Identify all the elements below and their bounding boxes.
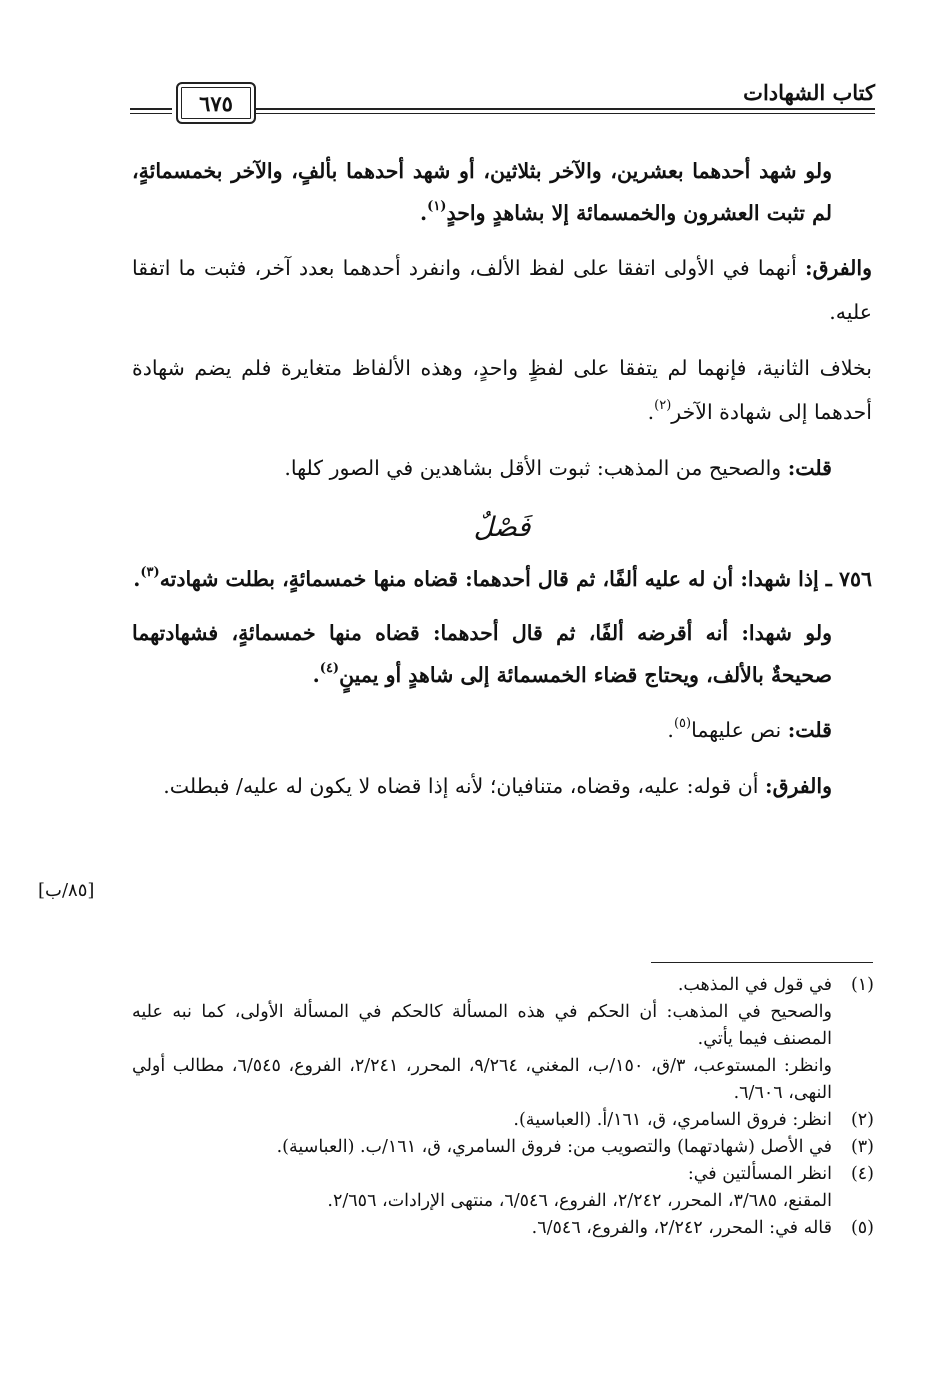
- footnote-1-line-3: وانظر: المستوعب، ٣/ق، ١٥٠/ب، المغني، ٩/٢٦٤، المحرر، ٢/٢٤١، الفروع، ٦/٥٤٥، مطالب أولي النهى، ٦/٦٠٦.: [132, 1056, 832, 1103]
- footnote-ref-3[interactable]: (٣): [140, 565, 160, 580]
- footnote-4: [132, 1161, 874, 1188]
- footnote-1: [132, 972, 874, 999]
- footnote-ref-4[interactable]: (٤): [319, 661, 340, 676]
- footnote-line: في الأصل (شهادتهما) والتصويب من: فروق السامري، ق، ١٦١/ب. (العباسية).: [276, 1137, 832, 1157]
- footnote-number: (٥): [850, 1218, 874, 1238]
- footnote-number: (١): [850, 975, 874, 995]
- footnote-separator: [651, 962, 873, 963]
- m3-text: نص عليهما: [691, 718, 782, 742]
- p3-end: .: [647, 400, 655, 424]
- paragraph-4: [132, 446, 872, 490]
- paragraph-3: [132, 346, 872, 434]
- footnote-1-line-2: والصحيح في المذهب: أن الحكم في هذه المسألة كالحكم في المسألة الأولى، كما نبه عليه المصنف فيما يأتي.: [132, 1002, 832, 1049]
- p1-end: .: [420, 201, 428, 225]
- manuscript-folio-marker: [٨٥/ب]: [38, 880, 95, 901]
- m1-text: ٧٥٦ ـ إذا شهدا: أن له عليه ألفًا، ثم قال أحدهما: قضاه منها خمسمائةٍ، بطلت شهادته: [159, 567, 872, 591]
- p3-text: بخلاف الثانية، فإنهما لم يتفقا على لفظٍ واحدٍ، وهذه الألفاظ متغايرة فلم يضم شهادة أحدهما إلى شهادة الآخر: [132, 356, 872, 424]
- footnote-3: [132, 1134, 874, 1161]
- m2-text: ولو شهدا: أنه أقرضه ألفًا، ثم قال أحدهما: قضاه منها خمسمائةٍ، فشهادتهما صحيحةٌ بالألف، ويحتاج قضاء الخمسمائة إلى شاهدٍ أو يمينٍ: [132, 621, 832, 687]
- footnote-line: انظر: فروق السامري، ق، ١٦١/أ. (العباسية).: [513, 1110, 832, 1130]
- m4-text: أن قوله: عليه، وقضاه، متنافيان؛ لأنه إذا قضاه لا يكون له عليه/ فبطلت.: [163, 774, 759, 798]
- p2-lead: والفرق:: [805, 256, 872, 280]
- footnote-ref-1[interactable]: (١): [427, 199, 447, 214]
- p1-line2: والآخر بخمسمائةٍ، لم تثبت العشرون والخمسمائة إلا بشاهدٍ واحدٍ: [132, 159, 832, 225]
- masala-second: [132, 612, 872, 696]
- footnote-number: (٣): [850, 1137, 874, 1157]
- footnote-line: قاله في: المحرر، ٢/٢٤٢، والفروع، ٦/٥٤٦.: [531, 1218, 832, 1238]
- footnote-2: [132, 1107, 874, 1134]
- footnote-number: (٢): [850, 1110, 874, 1130]
- masala-qultu: [132, 708, 872, 752]
- footnote-5: [132, 1215, 874, 1242]
- m1-end: .: [133, 567, 141, 591]
- header-rule: [255, 108, 875, 114]
- footnote-line: انظر المسألتين في:: [687, 1164, 832, 1184]
- footnote-number: (٤): [850, 1164, 874, 1184]
- p2-text: أنهما في الأولى اتفقا على لفظ الألف، وانفرد أحدهما بعدد آخر، فثبت ما اتفقا عليه.: [132, 256, 872, 324]
- book-title: كتاب الشهادات: [743, 80, 875, 105]
- m3-end: .: [667, 718, 674, 742]
- running-header: [130, 76, 875, 122]
- p4-lead: قلت:: [787, 456, 832, 480]
- paragraph-1: [132, 150, 872, 234]
- m4-lead: والفرق:: [765, 774, 832, 798]
- m3-lead: قلت:: [787, 718, 832, 742]
- m2-end: .: [312, 663, 320, 687]
- p4-text: والصحيح من المذهب: ثبوت الأقل بشاهدين في الصور كلها.: [284, 456, 782, 480]
- masala-756: [132, 558, 872, 600]
- page-number: ٦٧٥: [176, 82, 256, 124]
- footnote-line: في قول في المذهب.: [677, 975, 832, 995]
- section-heading: فَصْلٌ: [473, 512, 531, 543]
- footnote-4-line-2: المقنع، ٣/٦٨٥، المحرر، ٢/٢٤٢، الفروع، ٦/٥٤٦، منتهى الإرادات، ٢/٦٥٦.: [327, 1191, 832, 1211]
- paragraph-2: [132, 246, 872, 334]
- footnote-ref-2[interactable]: (٢): [654, 398, 672, 413]
- masala-farq: [132, 764, 872, 808]
- main-text: [132, 150, 872, 820]
- header-rule-left: [130, 108, 172, 114]
- p1-line1: ولو شهد أحدهما بعشرين، والآخر بثلاثين، أو شهد أحدهما بألفٍ،: [291, 159, 832, 183]
- footnote-ref-5[interactable]: (٥): [673, 716, 692, 731]
- footnotes: [132, 972, 874, 1242]
